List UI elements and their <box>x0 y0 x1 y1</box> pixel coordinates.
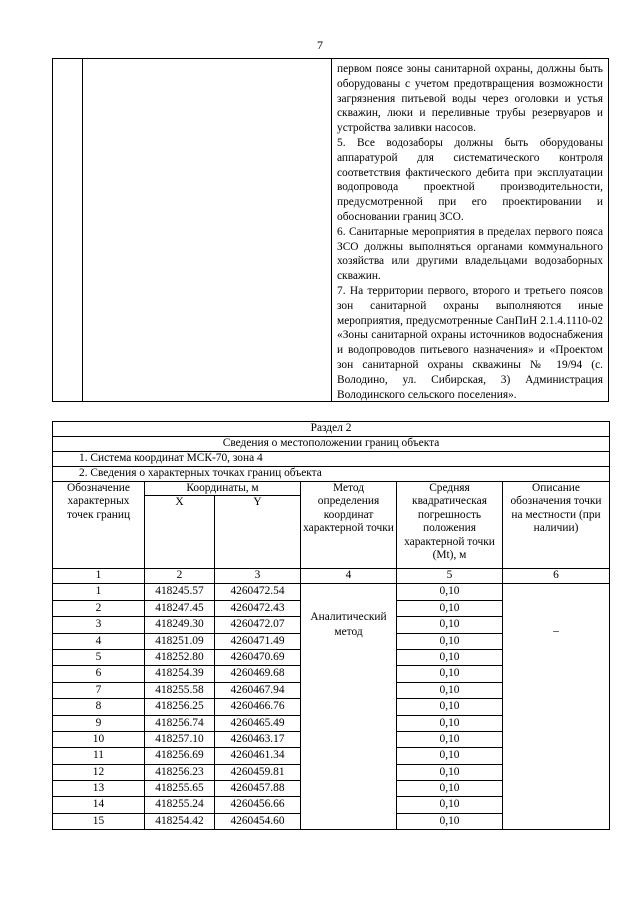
continuation-paragraph: 5. Все водозаборы должны быть оборудованы аппаратурой для систематического контроля соответствия фактического дебита при эксплуатации водопровода проектной производительности, предусмотренной при его проектировании и обосновании границ ЗСО. <box>337 136 603 223</box>
continuation-table <box>52 58 609 402</box>
point-x: 418254.42 <box>145 813 215 829</box>
point-y: 4260472.54 <box>215 584 301 600</box>
point-number: 3 <box>53 617 145 633</box>
point-number: 12 <box>53 764 145 780</box>
page-number: 7 <box>317 38 323 52</box>
point-error: 0,10 <box>397 748 503 764</box>
point-number: 14 <box>53 797 145 813</box>
header-error: Средняя квадратическая погрешность положения характерной точки (Mt), м <box>397 482 503 569</box>
point-y: 4260470.69 <box>215 649 301 665</box>
point-x: 418247.45 <box>145 600 215 616</box>
continuation-paragraph: 7. На территории первого, второго и третьего поясов зон санитарной охраны выполняются иные мероприятия, предусмотренные СанПиН 2.1.4.1110-02 «Зоны санитарной охраны источников водоснабжения и водопроводов питьевого назначения» и «Проектом зон санитарной охраны скважины № 19/94 (с. Володино, ул. Сибирская, 3) Администрация Володинского сельского поселения». <box>337 284 603 401</box>
point-x: 418254.39 <box>145 666 215 682</box>
point-y: 4260456.66 <box>215 797 301 813</box>
point-x: 418256.23 <box>145 764 215 780</box>
point-x: 418255.24 <box>145 797 215 813</box>
point-error: 0,10 <box>397 715 503 731</box>
point-error: 0,10 <box>397 584 503 600</box>
point-error: 0,10 <box>397 649 503 665</box>
col-number: 4 <box>301 569 397 584</box>
point-error: 0,10 <box>397 633 503 649</box>
continuation-paragraph: 6. Санитарные мероприятия в пределах первого пояса ЗСО должны выполняться органами коммунального хозяйства или другими владельцами водозаборных скважин. <box>337 225 603 283</box>
col-number: 5 <box>397 569 503 584</box>
point-y: 4260467.94 <box>215 682 301 698</box>
description-value: – <box>553 625 559 638</box>
point-error: 0,10 <box>397 600 503 616</box>
header-method: Метод определения координат характерной точки <box>301 482 397 569</box>
point-y: 4260454.60 <box>215 813 301 829</box>
point-y: 4260472.07 <box>215 617 301 633</box>
point-y: 4260461.34 <box>215 748 301 764</box>
points-info-heading: 2. Сведения о характерных точках границ объекта <box>53 467 610 482</box>
point-x: 418245.57 <box>145 584 215 600</box>
point-x: 418256.25 <box>145 699 215 715</box>
point-number: 4 <box>53 633 145 649</box>
col-number: 1 <box>53 569 145 584</box>
point-number: 11 <box>53 748 145 764</box>
point-y: 4260463.17 <box>215 731 301 747</box>
coordinate-system: 1. Система координат МСК-70, зона 4 <box>53 452 610 467</box>
continuation-col-number <box>53 59 83 401</box>
point-x: 418249.30 <box>145 617 215 633</box>
point-number: 15 <box>53 813 145 829</box>
col-number: 3 <box>215 569 301 584</box>
point-x: 418256.74 <box>145 715 215 731</box>
point-x: 418257.10 <box>145 731 215 747</box>
continuation-col-text <box>337 62 603 402</box>
point-error: 0,10 <box>397 666 503 682</box>
continuation-paragraph: первом поясе зоны санитарной охраны, должны быть оборудованы с учетом предотвращения возможности загрязнения питьевой воды через оголовки и устья скважин, люки и переливные трубы резервуаров и устройства заливки насосов. <box>337 63 603 135</box>
continuation-col-name <box>83 59 332 401</box>
point-y: 4260457.88 <box>215 781 301 797</box>
header-designation: Обозначение характерных точек границ <box>53 482 145 569</box>
point-number: 9 <box>53 715 145 731</box>
point-y: 4260465.49 <box>215 715 301 731</box>
point-error: 0,10 <box>397 781 503 797</box>
point-number: 2 <box>53 600 145 616</box>
point-x: 418256.69 <box>145 748 215 764</box>
point-number: 7 <box>53 682 145 698</box>
point-number: 8 <box>53 699 145 715</box>
point-x: 418255.58 <box>145 682 215 698</box>
header-x: X <box>145 496 215 569</box>
table-row <box>53 584 610 600</box>
method-cell <box>301 584 397 830</box>
point-x: 418255.65 <box>145 781 215 797</box>
section-title: Раздел 2 <box>53 422 610 437</box>
point-y: 4260472.43 <box>215 600 301 616</box>
point-number: 1 <box>53 584 145 600</box>
header-description: Описание обозначения точки на местности (при наличии) <box>503 482 610 569</box>
point-number: 10 <box>53 731 145 747</box>
point-x: 418251.09 <box>145 633 215 649</box>
point-error: 0,10 <box>397 682 503 698</box>
point-number: 13 <box>53 781 145 797</box>
point-y: 4260459.81 <box>215 764 301 780</box>
description-cell <box>503 584 610 830</box>
method-value: Аналитический метод <box>310 611 387 639</box>
point-y: 4260469.68 <box>215 666 301 682</box>
point-y: 4260466.76 <box>215 699 301 715</box>
point-error: 0,10 <box>397 699 503 715</box>
point-error: 0,10 <box>397 617 503 633</box>
point-error: 0,10 <box>397 731 503 747</box>
col-number: 6 <box>503 569 610 584</box>
point-y: 4260471.49 <box>215 633 301 649</box>
section-subtitle: Сведения о местоположении границ объекта <box>53 437 610 452</box>
point-error: 0,10 <box>397 797 503 813</box>
point-number: 5 <box>53 649 145 665</box>
col-number: 2 <box>145 569 215 584</box>
point-error: 0,10 <box>397 764 503 780</box>
point-error: 0,10 <box>397 813 503 829</box>
boundary-points-table <box>52 421 610 830</box>
header-coordinates: Координаты, м <box>145 482 301 496</box>
point-x: 418252.80 <box>145 649 215 665</box>
point-number: 6 <box>53 666 145 682</box>
header-y: Y <box>215 496 301 569</box>
